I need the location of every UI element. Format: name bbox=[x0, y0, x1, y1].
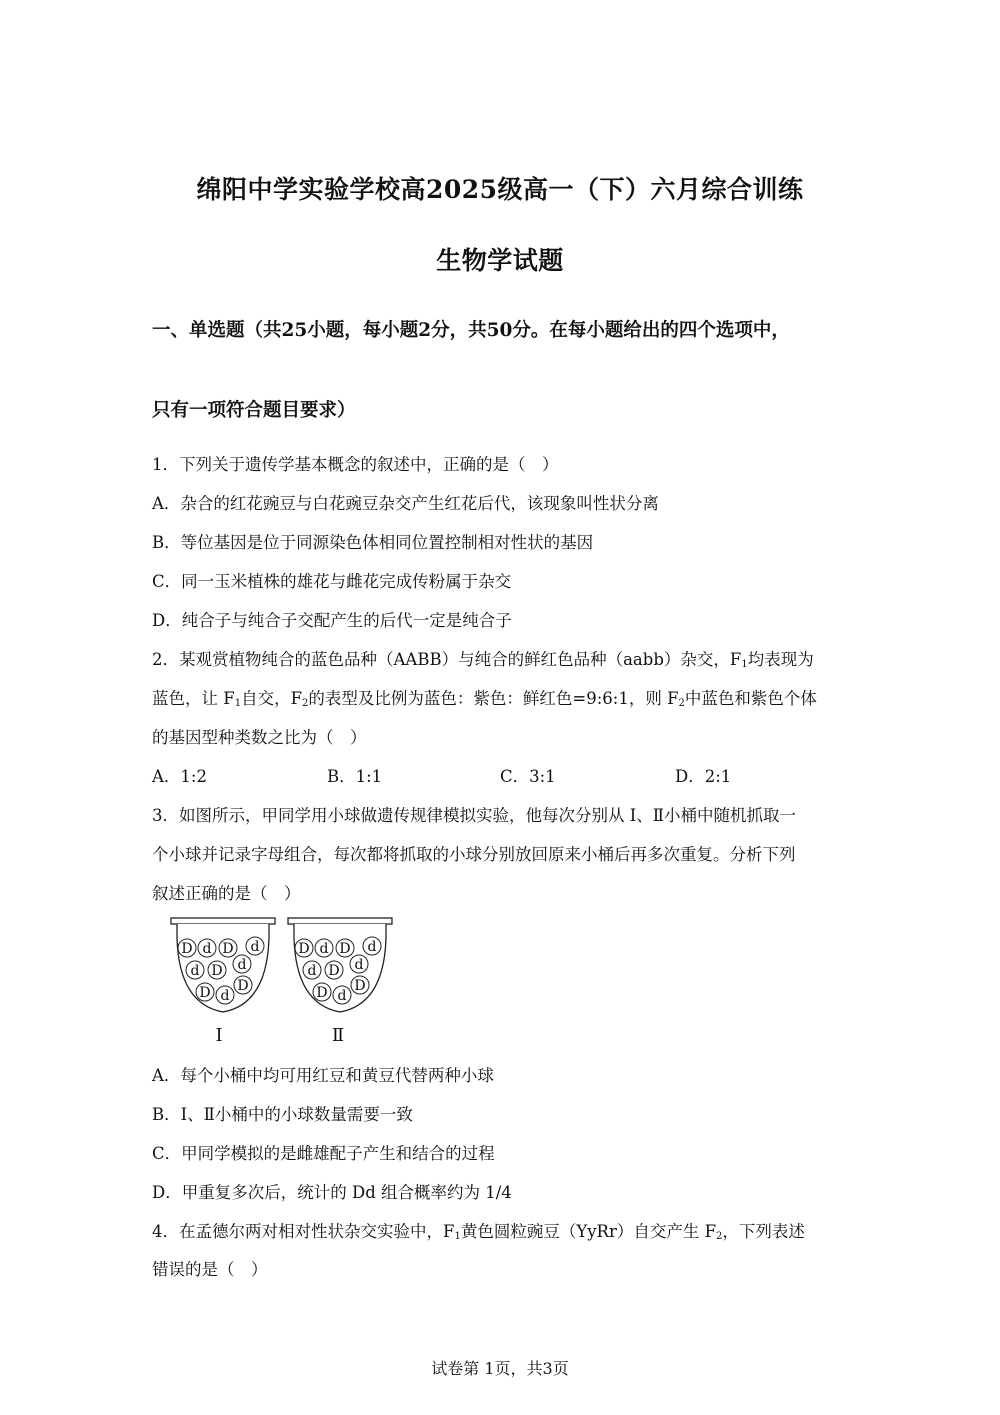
q3-stem-line3: 叙述正确的是（ ） bbox=[152, 884, 301, 903]
svg-text:D: D bbox=[316, 985, 328, 1001]
section-heading-line2: 只有一项符合题目要求） bbox=[152, 400, 356, 421]
section-heading-line1: 一、单选题（共25小题，每小题2分，共50分。在每小题给出的四个选项中， bbox=[152, 320, 790, 341]
bucket-1 bbox=[171, 918, 275, 1046]
q2-option-a: A．1:2 bbox=[152, 767, 207, 786]
q1-stem: 1．下列关于遗传学基本概念的叙述中，正确的是（ ） bbox=[152, 455, 559, 474]
q3-option-a: A．每个小桶中均可用红豆和黄豆代替两种小球 bbox=[152, 1066, 494, 1085]
page-footer: 试卷第 1页，共3页 bbox=[431, 1359, 569, 1378]
q1-option-c: C．同一玉米植株的雄花与雌花完成传粉属于杂交 bbox=[152, 572, 512, 591]
svg-text:d: d bbox=[250, 939, 260, 955]
q4-stem-line1: 4．在孟德尔两对相对性状杂交实验中，$F_1$黄色圆粒豌豆（YyRr）自交产生 $F_2$，下列表述 bbox=[152, 1222, 805, 1242]
q2-stem-line2: 蓝色，让 $F_1$自交，$F_2$的表型及比例为蓝色：紫色：鲜红色=9:6:1，则 $F_2$中蓝色和紫色个体 bbox=[152, 689, 817, 709]
q3-option-b: B．Ⅰ、Ⅱ小桶中的小球数量需要一致 bbox=[152, 1105, 413, 1124]
bucket-2-label: Ⅱ bbox=[331, 1025, 345, 1046]
q3-stem-line1: 3．如图所示，甲同学用小球做遗传规律模拟实验，他每次分别从 I、Ⅱ小桶中随机抓取一 bbox=[152, 806, 796, 825]
svg-text:d: d bbox=[319, 941, 329, 957]
svg-text:D: D bbox=[237, 978, 249, 994]
svg-text:d: d bbox=[220, 988, 230, 1004]
svg-text:d: d bbox=[367, 939, 377, 955]
svg-text:d: d bbox=[237, 957, 247, 973]
svg-text:D: D bbox=[339, 941, 351, 957]
svg-text:d: d bbox=[337, 988, 347, 1004]
q3-option-c: C．甲同学模拟的是雌雄配子产生和结合的过程 bbox=[152, 1144, 495, 1163]
svg-text:D: D bbox=[222, 941, 234, 957]
q1-option-b: B．等位基因是位于同源染色体相同位置控制相对性状的基因 bbox=[152, 533, 594, 552]
bucket-2 bbox=[288, 918, 392, 1046]
bucket-1-label: Ⅰ bbox=[215, 1025, 223, 1046]
svg-text:d: d bbox=[354, 957, 364, 973]
q2-stem-line1: 2．某观赏植物纯合的蓝色品种（AABB）与纯合的鲜红色品种（aabb）杂交，$F_1$均表现为 bbox=[152, 650, 814, 670]
q2-option-b: B．1:1 bbox=[327, 767, 383, 786]
svg-text:D: D bbox=[328, 963, 340, 979]
q1-option-a: A．杂合的红花豌豆与白花豌豆杂交产生红花后代，该现象叫性状分离 bbox=[152, 494, 659, 513]
exam-title: 绵阳中学实验学校高2025级高一（下）六月综合训练 bbox=[196, 175, 804, 204]
svg-text:D: D bbox=[211, 963, 223, 979]
svg-text:D: D bbox=[181, 941, 193, 957]
svg-text:d: d bbox=[307, 963, 317, 979]
q4-stem-line2: 错误的是（ ） bbox=[152, 1260, 268, 1279]
q3-option-d: D．甲重复多次后，统计的 Dd 组合概率约为 1/4 bbox=[152, 1183, 512, 1202]
q2-stem-line3: 的基因型种类数之比为（ ） bbox=[152, 728, 367, 747]
q2-option-c: C．3:1 bbox=[500, 767, 556, 786]
q2-options bbox=[152, 763, 852, 787]
svg-text:D: D bbox=[354, 978, 366, 994]
svg-text:D: D bbox=[199, 985, 211, 1001]
q3-stem-line2: 个小球并记录字母组合，每次都将抓取的小球分别放回原来小桶后再多次重复。分析下列 bbox=[152, 845, 796, 864]
svg-text:d: d bbox=[202, 941, 212, 957]
svg-text:d: d bbox=[190, 963, 200, 979]
bucket-figure bbox=[165, 912, 400, 1047]
q2-option-d: D．2:1 bbox=[675, 767, 732, 786]
exam-subtitle: 生物学试题 bbox=[436, 246, 564, 275]
svg-text:D: D bbox=[298, 941, 310, 957]
q1-option-d: D．纯合子与纯合子交配产生的后代一定是纯合子 bbox=[152, 611, 512, 630]
